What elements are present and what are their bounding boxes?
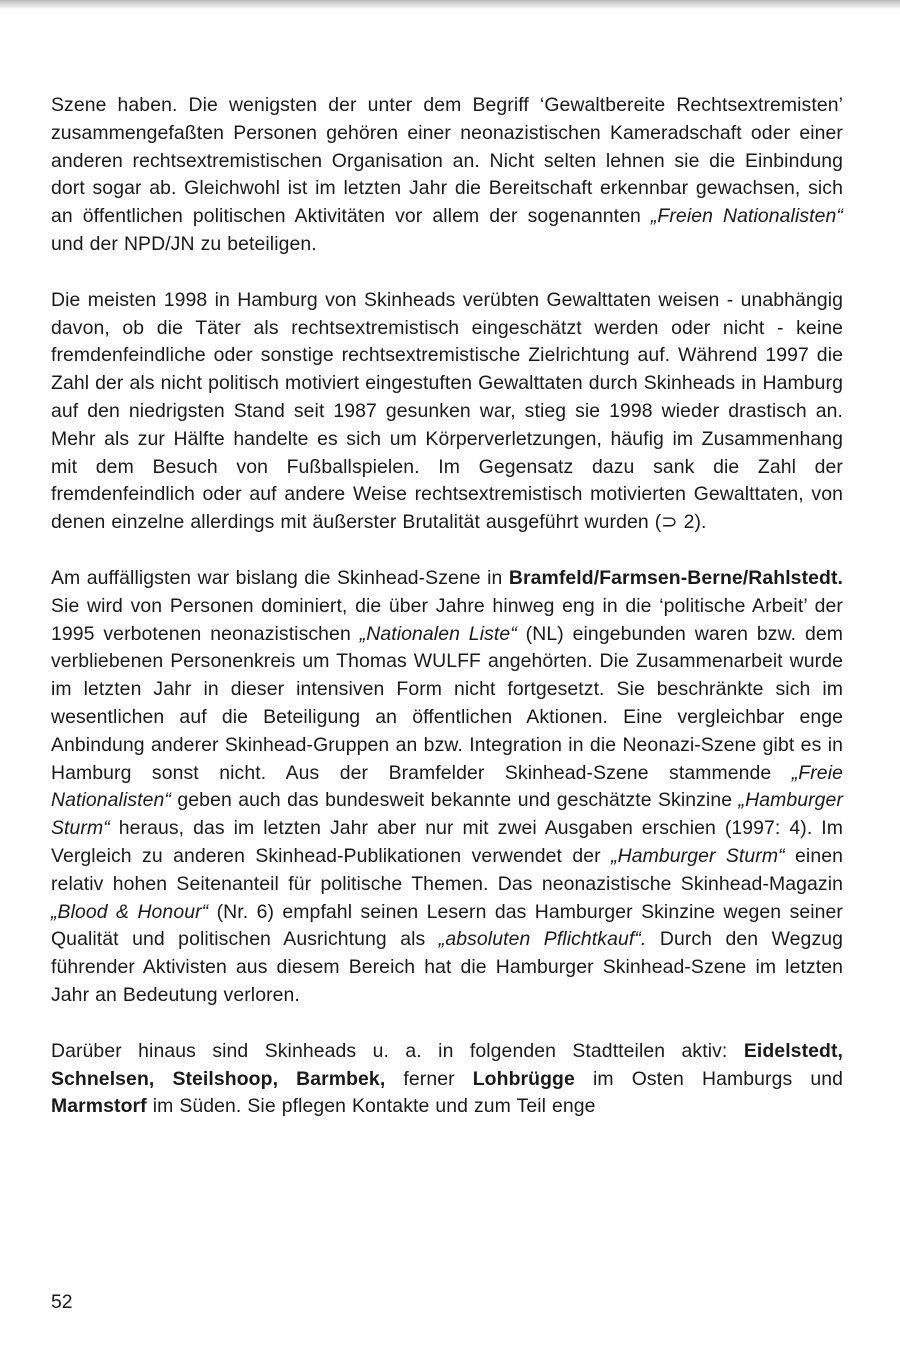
paragraph-3 (51, 565, 843, 1010)
bold-text: Marmstorf (51, 1095, 147, 1118)
italic-text: „Freie Nationalisten“ (51, 761, 843, 812)
text-run: Sie wird von Personen dominiert, die über Jahre hinweg eng in die ‘politische Arbeit’ der 1995 verbotenen neonazistischen (51, 594, 843, 645)
bold-text: Eidelstedt, Schnelsen, Steilshoop, Barmbek, (51, 1039, 843, 1090)
italic-text: „Hamburger Sturm“ (51, 789, 843, 840)
text-run: ferner (385, 1067, 473, 1090)
paragraph-2 (51, 287, 843, 537)
text-run: im Süden. Sie pflegen Kontakte und zum Teil enge (146, 1095, 596, 1118)
text-run: Szene haben. Die wenigsten der unter dem Begriff ‘Gewaltbereite Rechtsextremisten’ zusammengefaßten Personen gehören einer neonazistischen Kameradschaft oder einer anderen rechtsextremistischen Organisation an. Nicht selten lehnen sie die Einbindung dort sogar ab. Gleichwohl ist im letzten Jahr die Bereitschaft erkennbar gewachsen, sich an öffentlichen politischen Aktivitäten vor allem der sogenannten (51, 94, 843, 228)
text-run: Am auffälligsten war bislang die Skinhead-Szene in (51, 566, 509, 589)
paragraph-4 (51, 1038, 843, 1121)
text-run: geben auch das bundesweit bekannte und geschätzte Skinzine (170, 789, 739, 812)
italic-text: „Nationalen Liste“ (359, 622, 517, 645)
paragraph-1 (51, 92, 843, 259)
italic-text: „absoluten Pflichtkauf“. (438, 928, 647, 951)
text-run: (Nr. 6) empfahl seinen Lesern das Hamburger Skinzine wegen seiner Qualität und politischen Ausrichtung als (51, 900, 843, 951)
italic-text: „Blood & Honour“ (51, 900, 209, 923)
bold-text: Bramfeld/Farmsen-Berne/Rahlstedt. (508, 566, 843, 589)
text-run: heraus, das im letzten Jahr aber nur mit zwei Ausgaben erschien (1997: 4). Im Vergleich zu anderen Skinhead-Publikationen verwendet der (51, 817, 843, 867)
text-run: Die meisten 1998 in Hamburg von Skinheads verübten Gewalttaten weisen - unabhängig davon, ob die Täter als rechtsextremistisch eingeschätzt werden oder nicht - keine fremdenfeindliche oder sonstige rechtsextremistische Zielrichtung auf. Während 1997 die Zahl der als nicht politisch motiviert eingestuften Gewalttaten durch Skinheads in Hamburg auf den niedrigsten Stand seit 1987 gesunken war, stieg sie 1998 wieder drastisch an. Mehr als zur Hälfte handelte es sich um Körperverletzungen, häufig im Zusammenhang mit dem Besuch von Fußballspielen. Im Gegensatz dazu sank die Zahl der fremdenfeindlich oder auf andere Weise rechtsextremistisch motivierten Gewalttaten, von denen einzelne allerdings mit äußerster Brutalität ausgeführt wurden (⊃ 2). (51, 288, 843, 534)
text-run: Darüber hinaus sind Skinheads u. a. in folgenden Stadtteilen aktiv: (51, 1039, 744, 1062)
text-run: (NL) eingebunden waren bzw. dem verbliebenen Personenkreis um Thomas WULFF angehörten. Die Zusammenarbeit wurde im letzten Jahr in dieser intensiven Form nicht fortgesetzt. Sie beschränkte sich im wesentlichen auf die Beteiligung an öffentlichen Aktionen. Eine vergleichbar enge Anbindung anderer Skinhead-Gruppen an bzw. Integration in die Neonazi-Szene gibt es in Hamburg sonst nicht. Aus der Bramfelder Skinhead-Szene stammende (51, 622, 843, 784)
scan-top-edge (0, 0, 900, 10)
page-number: 52 (51, 1291, 73, 1313)
italic-text: „Hamburger Sturm“ (611, 844, 785, 867)
text-run: im Osten Hamburgs und (574, 1067, 843, 1090)
text-run: und der NPD/JN zu beteiligen. (51, 232, 317, 255)
document-page (51, 92, 843, 1149)
text-run: einen relativ hohen Seitenanteil für politische Themen. Das neonazistische Skinhead-Magazin (51, 844, 843, 895)
text-run: Durch den Wegzug führender Aktivisten aus diesem Bereich hat die Hamburger Skinhead-Szene im letzten Jahr an Bedeutung verloren. (51, 928, 844, 1006)
italic-text: „Freien Nationalisten“ (650, 205, 843, 228)
bold-text: Lohbrügge (472, 1067, 575, 1090)
